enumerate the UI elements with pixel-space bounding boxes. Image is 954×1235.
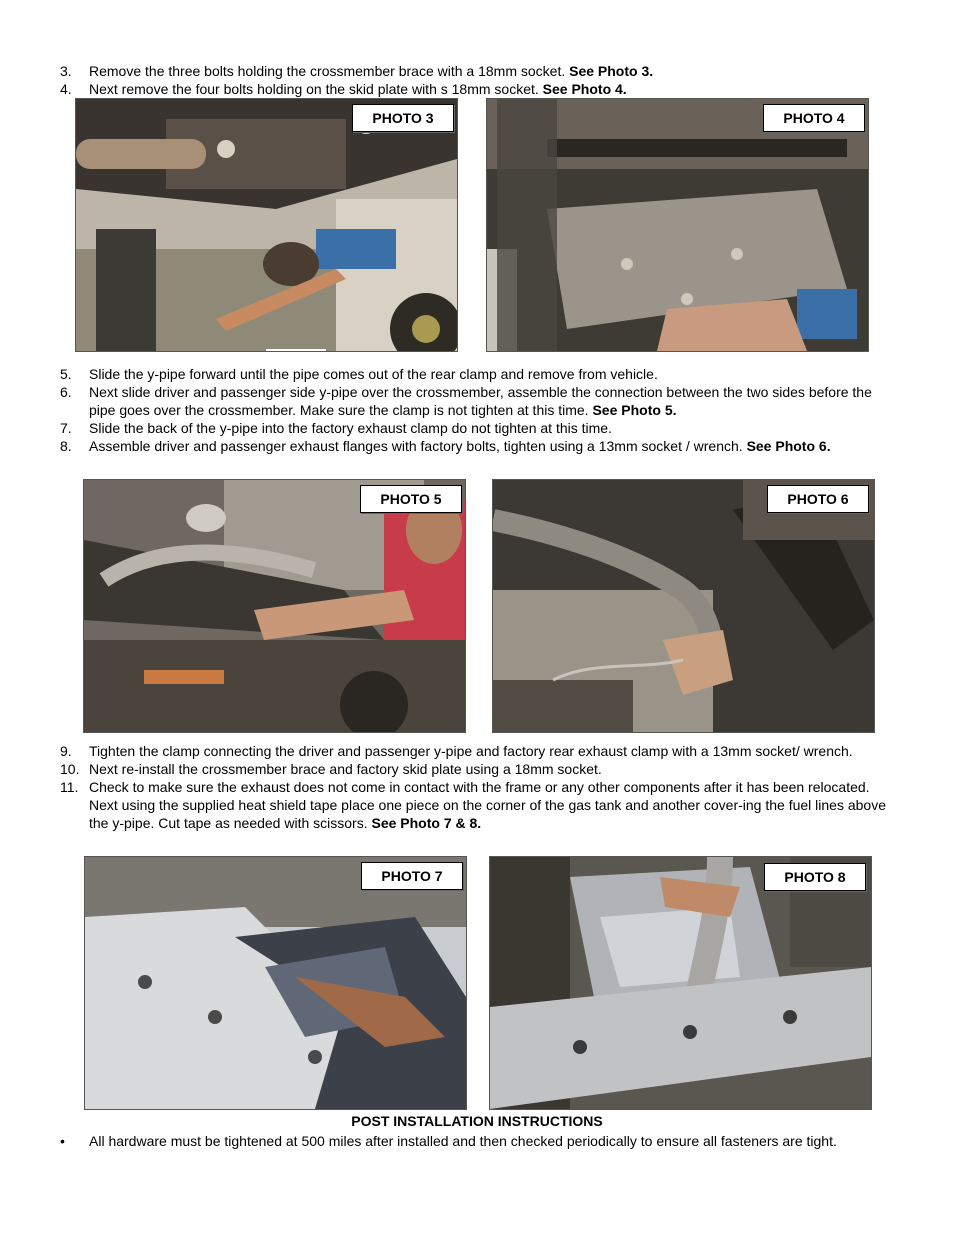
step-number: 10. [60,761,80,777]
photo-reference: See Photo 7 & 8. [371,815,482,831]
step-item [0,437,954,455]
photo-label: PHOTO 5 [360,485,462,513]
photo-reference: See Photo 6. [746,438,831,454]
photo-4 [486,98,869,352]
step-text: Slide the back of the y-pipe into the factory exhaust clamp do not tighten at this time. [89,420,612,436]
bullet-icon: • [60,1133,65,1149]
step-number: 9. [60,743,72,759]
steps-group-b [0,365,954,455]
step-number: 3. [60,63,72,79]
photo-6-image [493,480,874,732]
photo-7 [84,856,467,1110]
photo-label: PHOTO 6 [767,485,869,513]
photo-8 [489,856,872,1110]
step-number: 5. [60,366,72,382]
photo-reference: See Photo 3. [569,63,654,79]
photo-5-image [84,480,465,732]
step-number: 7. [60,420,72,436]
list-item [0,1132,954,1150]
step-text: Next remove the four bolts holding on the skid plate with s 18mm socket. [89,81,543,97]
photo-label: PHOTO 8 [764,863,866,891]
step-text: Next re-install the crossmember brace and factory skid plate using a 18mm socket. [89,761,602,777]
step-text: Check to make sure the exhaust does not come in contact with the frame or any other components after it has been relocated. Next using the supplied heat shield tape place one piece on the corner of the gas tank and another cover-ing the fuel lines above the y-pipe. Cut tape as needed with scissors. [89,779,886,831]
photo-7-image [85,857,466,1109]
photo-4-image [487,99,868,351]
step-text: Tighten the clamp connecting the driver and passenger y-pipe and factory rear exhaust clamp with a 13mm socket/ wrench. [89,743,853,759]
photo-8-image [490,857,871,1109]
step-item [0,760,954,778]
step-text: Remove the three bolts holding the crossmember brace with a 18mm socket. [89,63,570,79]
step-number: 8. [60,438,72,454]
photo-3 [75,98,458,352]
step-number: 4. [60,81,72,97]
step-text: Assemble driver and passenger exhaust flanges with factory bolts, tighten using a 13mm socket / wrench. [89,438,747,454]
step-item [0,742,954,760]
photo-5 [83,479,466,733]
steps-group-a [0,62,954,98]
bullet-text: All hardware must be tightened at 500 miles after installed and then checked periodically to ensure all fasteners are tight. [89,1133,837,1149]
photo-reference: See Photo 5. [592,402,677,418]
photo-6 [492,479,875,733]
photo-reference: See Photo 4. [542,81,627,97]
step-text: Slide the y-pipe forward until the pipe comes out of the rear clamp and remove from vehicle. [89,366,658,382]
photo-label: PHOTO 3 [352,104,454,132]
steps-group-c [0,742,954,832]
step-number: 6. [60,384,72,400]
photo-3-image [76,99,457,351]
step-text: Next slide driver and passenger side y-pipe over the crossmember, assemble the connection between the two sides before the pipe goes over the crossmember. Make sure the clamp is not tighten at this time. [89,384,872,418]
step-item [0,383,954,419]
step-item [0,365,954,383]
photo-label: PHOTO 4 [763,104,865,132]
step-item [0,62,954,80]
step-number: 11. [60,779,79,795]
step-item [0,80,954,98]
step-item [0,419,954,437]
photo-label: PHOTO 7 [361,862,463,890]
post-installation-heading: POST INSTALLATION INSTRUCTIONS [351,1113,603,1129]
step-item [0,778,954,832]
post-installation-list [0,1132,954,1150]
